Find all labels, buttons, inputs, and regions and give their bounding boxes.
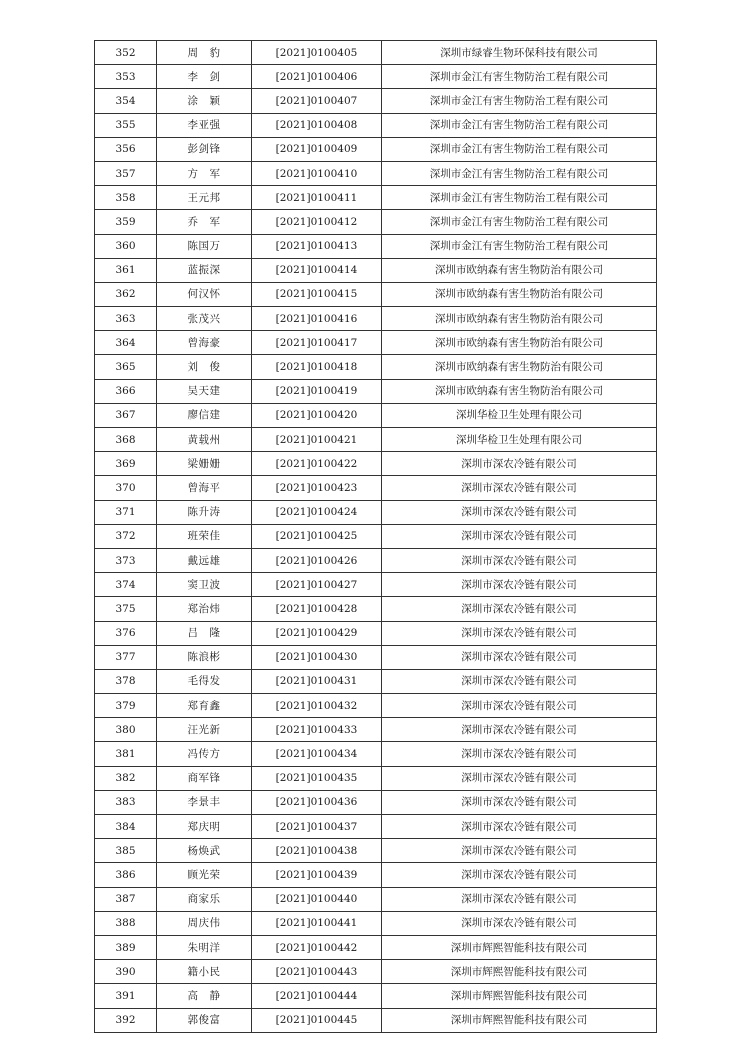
certificate-number: [2021]0100410 bbox=[252, 161, 382, 185]
row-number: 366 bbox=[95, 379, 157, 403]
organization-name: 深圳市辉熙智能科技有限公司 bbox=[382, 984, 657, 1008]
table-row bbox=[95, 186, 657, 210]
table-row bbox=[95, 573, 657, 597]
certificate-number: [2021]0100415 bbox=[252, 282, 382, 306]
table-row bbox=[95, 452, 657, 476]
certificate-number: [2021]0100425 bbox=[252, 524, 382, 548]
row-number: 372 bbox=[95, 524, 157, 548]
person-name: 郑育鑫 bbox=[157, 694, 252, 718]
row-number: 384 bbox=[95, 815, 157, 839]
row-number: 383 bbox=[95, 790, 157, 814]
organization-name: 深圳市深农冷链有限公司 bbox=[382, 500, 657, 524]
person-name: 李 剑 bbox=[157, 65, 252, 89]
row-number: 375 bbox=[95, 597, 157, 621]
row-number: 390 bbox=[95, 960, 157, 984]
person-name: 曾海豪 bbox=[157, 331, 252, 355]
organization-name: 深圳市金江有害生物防治工程有限公司 bbox=[382, 161, 657, 185]
row-number: 357 bbox=[95, 161, 157, 185]
person-name: 曾海平 bbox=[157, 476, 252, 500]
person-name: 籍小民 bbox=[157, 960, 252, 984]
row-number: 353 bbox=[95, 65, 157, 89]
organization-name: 深圳市深农冷链有限公司 bbox=[382, 452, 657, 476]
row-number: 388 bbox=[95, 911, 157, 935]
person-name: 李景丰 bbox=[157, 790, 252, 814]
row-number: 365 bbox=[95, 355, 157, 379]
row-number: 373 bbox=[95, 548, 157, 572]
organization-name: 深圳市深农冷链有限公司 bbox=[382, 573, 657, 597]
table-row bbox=[95, 161, 657, 185]
certificate-number: [2021]0100440 bbox=[252, 887, 382, 911]
organization-name: 深圳华检卫生处理有限公司 bbox=[382, 428, 657, 452]
certificate-number: [2021]0100439 bbox=[252, 863, 382, 887]
organization-name: 深圳市深农冷链有限公司 bbox=[382, 718, 657, 742]
organization-name: 深圳市金江有害生物防治工程有限公司 bbox=[382, 234, 657, 258]
certificate-number: [2021]0100405 bbox=[252, 41, 382, 65]
organization-name: 深圳市深农冷链有限公司 bbox=[382, 597, 657, 621]
organization-name: 深圳市深农冷链有限公司 bbox=[382, 524, 657, 548]
certificate-number: [2021]0100408 bbox=[252, 113, 382, 137]
person-name: 陈升涛 bbox=[157, 500, 252, 524]
row-number: 358 bbox=[95, 186, 157, 210]
certificate-number: [2021]0100442 bbox=[252, 935, 382, 959]
row-number: 377 bbox=[95, 645, 157, 669]
person-name: 李亚强 bbox=[157, 113, 252, 137]
certificate-number: [2021]0100412 bbox=[252, 210, 382, 234]
table-row bbox=[95, 234, 657, 258]
certificate-number: [2021]0100414 bbox=[252, 258, 382, 282]
organization-name: 深圳市金江有害生物防治工程有限公司 bbox=[382, 65, 657, 89]
certificate-number: [2021]0100428 bbox=[252, 597, 382, 621]
certificate-number: [2021]0100433 bbox=[252, 718, 382, 742]
person-name: 班荣佳 bbox=[157, 524, 252, 548]
certificate-number: [2021]0100430 bbox=[252, 645, 382, 669]
table-row bbox=[95, 960, 657, 984]
organization-name: 深圳市深农冷链有限公司 bbox=[382, 863, 657, 887]
table-row bbox=[95, 766, 657, 790]
person-name: 何汉怀 bbox=[157, 282, 252, 306]
person-name: 杨焕武 bbox=[157, 839, 252, 863]
row-number: 381 bbox=[95, 742, 157, 766]
person-name: 高 静 bbox=[157, 984, 252, 1008]
person-name: 郑庆明 bbox=[157, 815, 252, 839]
row-number: 374 bbox=[95, 573, 157, 597]
certificate-number: [2021]0100436 bbox=[252, 790, 382, 814]
table-row bbox=[95, 210, 657, 234]
organization-name: 深圳市欧纳森有害生物防治有限公司 bbox=[382, 355, 657, 379]
row-number: 376 bbox=[95, 621, 157, 645]
certificate-number: [2021]0100409 bbox=[252, 137, 382, 161]
organization-name: 深圳市辉熙智能科技有限公司 bbox=[382, 935, 657, 959]
table-row bbox=[95, 137, 657, 161]
certificate-number: [2021]0100423 bbox=[252, 476, 382, 500]
certificate-number: [2021]0100429 bbox=[252, 621, 382, 645]
table-row bbox=[95, 839, 657, 863]
roster-table bbox=[94, 40, 657, 1033]
person-name: 郑治炜 bbox=[157, 597, 252, 621]
roster-table-body bbox=[95, 41, 657, 1033]
organization-name: 深圳市深农冷链有限公司 bbox=[382, 815, 657, 839]
organization-name: 深圳市金江有害生物防治工程有限公司 bbox=[382, 113, 657, 137]
organization-name: 深圳市金江有害生物防治工程有限公司 bbox=[382, 89, 657, 113]
person-name: 乔 军 bbox=[157, 210, 252, 234]
certificate-number: [2021]0100420 bbox=[252, 403, 382, 427]
person-name: 商家乐 bbox=[157, 887, 252, 911]
person-name: 周庆伟 bbox=[157, 911, 252, 935]
organization-name: 深圳市辉熙智能科技有限公司 bbox=[382, 1008, 657, 1032]
row-number: 368 bbox=[95, 428, 157, 452]
certificate-number: [2021]0100424 bbox=[252, 500, 382, 524]
table-row bbox=[95, 815, 657, 839]
table-row bbox=[95, 863, 657, 887]
organization-name: 深圳市深农冷链有限公司 bbox=[382, 839, 657, 863]
organization-name: 深圳市深农冷链有限公司 bbox=[382, 911, 657, 935]
person-name: 梁姗姗 bbox=[157, 452, 252, 476]
person-name: 彭剑锋 bbox=[157, 137, 252, 161]
person-name: 商军锋 bbox=[157, 766, 252, 790]
organization-name: 深圳市深农冷链有限公司 bbox=[382, 669, 657, 693]
table-row bbox=[95, 790, 657, 814]
organization-name: 深圳市绿睿生物环保科技有限公司 bbox=[382, 41, 657, 65]
row-number: 354 bbox=[95, 89, 157, 113]
table-row bbox=[95, 379, 657, 403]
organization-name: 深圳市欧纳森有害生物防治有限公司 bbox=[382, 307, 657, 331]
person-name: 方 军 bbox=[157, 161, 252, 185]
certificate-number: [2021]0100427 bbox=[252, 573, 382, 597]
certificate-number: [2021]0100426 bbox=[252, 548, 382, 572]
organization-name: 深圳市金江有害生物防治工程有限公司 bbox=[382, 210, 657, 234]
certificate-number: [2021]0100407 bbox=[252, 89, 382, 113]
certificate-number: [2021]0100421 bbox=[252, 428, 382, 452]
row-number: 391 bbox=[95, 984, 157, 1008]
person-name: 吕 隆 bbox=[157, 621, 252, 645]
table-row bbox=[95, 669, 657, 693]
organization-name: 深圳市金江有害生物防治工程有限公司 bbox=[382, 137, 657, 161]
person-name: 冯传方 bbox=[157, 742, 252, 766]
row-number: 387 bbox=[95, 887, 157, 911]
table-row bbox=[95, 984, 657, 1008]
organization-name: 深圳市金江有害生物防治工程有限公司 bbox=[382, 186, 657, 210]
person-name: 汪光新 bbox=[157, 718, 252, 742]
table-row bbox=[95, 500, 657, 524]
organization-name: 深圳市深农冷链有限公司 bbox=[382, 790, 657, 814]
certificate-number: [2021]0100431 bbox=[252, 669, 382, 693]
person-name: 涂 颖 bbox=[157, 89, 252, 113]
table-row bbox=[95, 524, 657, 548]
organization-name: 深圳市辉熙智能科技有限公司 bbox=[382, 960, 657, 984]
person-name: 张茂兴 bbox=[157, 307, 252, 331]
person-name: 周 豹 bbox=[157, 41, 252, 65]
certificate-number: [2021]0100422 bbox=[252, 452, 382, 476]
person-name: 廖信建 bbox=[157, 403, 252, 427]
table-row bbox=[95, 476, 657, 500]
row-number: 380 bbox=[95, 718, 157, 742]
person-name: 陈浪彬 bbox=[157, 645, 252, 669]
certificate-number: [2021]0100434 bbox=[252, 742, 382, 766]
row-number: 362 bbox=[95, 282, 157, 306]
certificate-number: [2021]0100438 bbox=[252, 839, 382, 863]
table-row bbox=[95, 887, 657, 911]
organization-name: 深圳市欧纳森有害生物防治有限公司 bbox=[382, 282, 657, 306]
person-name: 戴远雄 bbox=[157, 548, 252, 572]
certificate-number: [2021]0100445 bbox=[252, 1008, 382, 1032]
row-number: 378 bbox=[95, 669, 157, 693]
table-row bbox=[95, 428, 657, 452]
table-row bbox=[95, 41, 657, 65]
table-row bbox=[95, 307, 657, 331]
row-number: 361 bbox=[95, 258, 157, 282]
table-row bbox=[95, 718, 657, 742]
organization-name: 深圳市欧纳森有害生物防治有限公司 bbox=[382, 379, 657, 403]
table-row bbox=[95, 331, 657, 355]
person-name: 王元邦 bbox=[157, 186, 252, 210]
certificate-number: [2021]0100444 bbox=[252, 984, 382, 1008]
table-row bbox=[95, 258, 657, 282]
table-row bbox=[95, 694, 657, 718]
certificate-number: [2021]0100416 bbox=[252, 307, 382, 331]
row-number: 379 bbox=[95, 694, 157, 718]
table-row bbox=[95, 403, 657, 427]
certificate-number: [2021]0100417 bbox=[252, 331, 382, 355]
certificate-number: [2021]0100441 bbox=[252, 911, 382, 935]
table-row bbox=[95, 282, 657, 306]
row-number: 389 bbox=[95, 935, 157, 959]
document-page bbox=[94, 40, 656, 1033]
organization-name: 深圳市欧纳森有害生物防治有限公司 bbox=[382, 258, 657, 282]
row-number: 360 bbox=[95, 234, 157, 258]
organization-name: 深圳市深农冷链有限公司 bbox=[382, 742, 657, 766]
person-name: 窦卫波 bbox=[157, 573, 252, 597]
row-number: 355 bbox=[95, 113, 157, 137]
organization-name: 深圳市深农冷链有限公司 bbox=[382, 694, 657, 718]
table-row bbox=[95, 355, 657, 379]
table-row bbox=[95, 65, 657, 89]
table-row bbox=[95, 113, 657, 137]
table-row bbox=[95, 621, 657, 645]
certificate-number: [2021]0100432 bbox=[252, 694, 382, 718]
row-number: 382 bbox=[95, 766, 157, 790]
row-number: 371 bbox=[95, 500, 157, 524]
organization-name: 深圳市深农冷链有限公司 bbox=[382, 887, 657, 911]
person-name: 黄载州 bbox=[157, 428, 252, 452]
row-number: 385 bbox=[95, 839, 157, 863]
row-number: 359 bbox=[95, 210, 157, 234]
table-row bbox=[95, 645, 657, 669]
certificate-number: [2021]0100418 bbox=[252, 355, 382, 379]
person-name: 毛得发 bbox=[157, 669, 252, 693]
table-row bbox=[95, 935, 657, 959]
person-name: 吴天建 bbox=[157, 379, 252, 403]
person-name: 刘 俊 bbox=[157, 355, 252, 379]
person-name: 蓝振深 bbox=[157, 258, 252, 282]
row-number: 386 bbox=[95, 863, 157, 887]
row-number: 364 bbox=[95, 331, 157, 355]
certificate-number: [2021]0100443 bbox=[252, 960, 382, 984]
row-number: 356 bbox=[95, 137, 157, 161]
organization-name: 深圳市深农冷链有限公司 bbox=[382, 645, 657, 669]
table-row bbox=[95, 597, 657, 621]
row-number: 352 bbox=[95, 41, 157, 65]
organization-name: 深圳市深农冷链有限公司 bbox=[382, 476, 657, 500]
person-name: 朱明洋 bbox=[157, 935, 252, 959]
row-number: 363 bbox=[95, 307, 157, 331]
certificate-number: [2021]0100406 bbox=[252, 65, 382, 89]
certificate-number: [2021]0100437 bbox=[252, 815, 382, 839]
person-name: 顾光荣 bbox=[157, 863, 252, 887]
table-row bbox=[95, 1008, 657, 1032]
row-number: 367 bbox=[95, 403, 157, 427]
row-number: 369 bbox=[95, 452, 157, 476]
table-row bbox=[95, 911, 657, 935]
person-name: 郭俊富 bbox=[157, 1008, 252, 1032]
certificate-number: [2021]0100413 bbox=[252, 234, 382, 258]
certificate-number: [2021]0100411 bbox=[252, 186, 382, 210]
table-row bbox=[95, 742, 657, 766]
certificate-number: [2021]0100419 bbox=[252, 379, 382, 403]
row-number: 392 bbox=[95, 1008, 157, 1032]
organization-name: 深圳华检卫生处理有限公司 bbox=[382, 403, 657, 427]
table-row bbox=[95, 548, 657, 572]
certificate-number: [2021]0100435 bbox=[252, 766, 382, 790]
organization-name: 深圳市欧纳森有害生物防治有限公司 bbox=[382, 331, 657, 355]
row-number: 370 bbox=[95, 476, 157, 500]
organization-name: 深圳市深农冷链有限公司 bbox=[382, 766, 657, 790]
table-row bbox=[95, 89, 657, 113]
organization-name: 深圳市深农冷链有限公司 bbox=[382, 548, 657, 572]
organization-name: 深圳市深农冷链有限公司 bbox=[382, 621, 657, 645]
person-name: 陈国万 bbox=[157, 234, 252, 258]
